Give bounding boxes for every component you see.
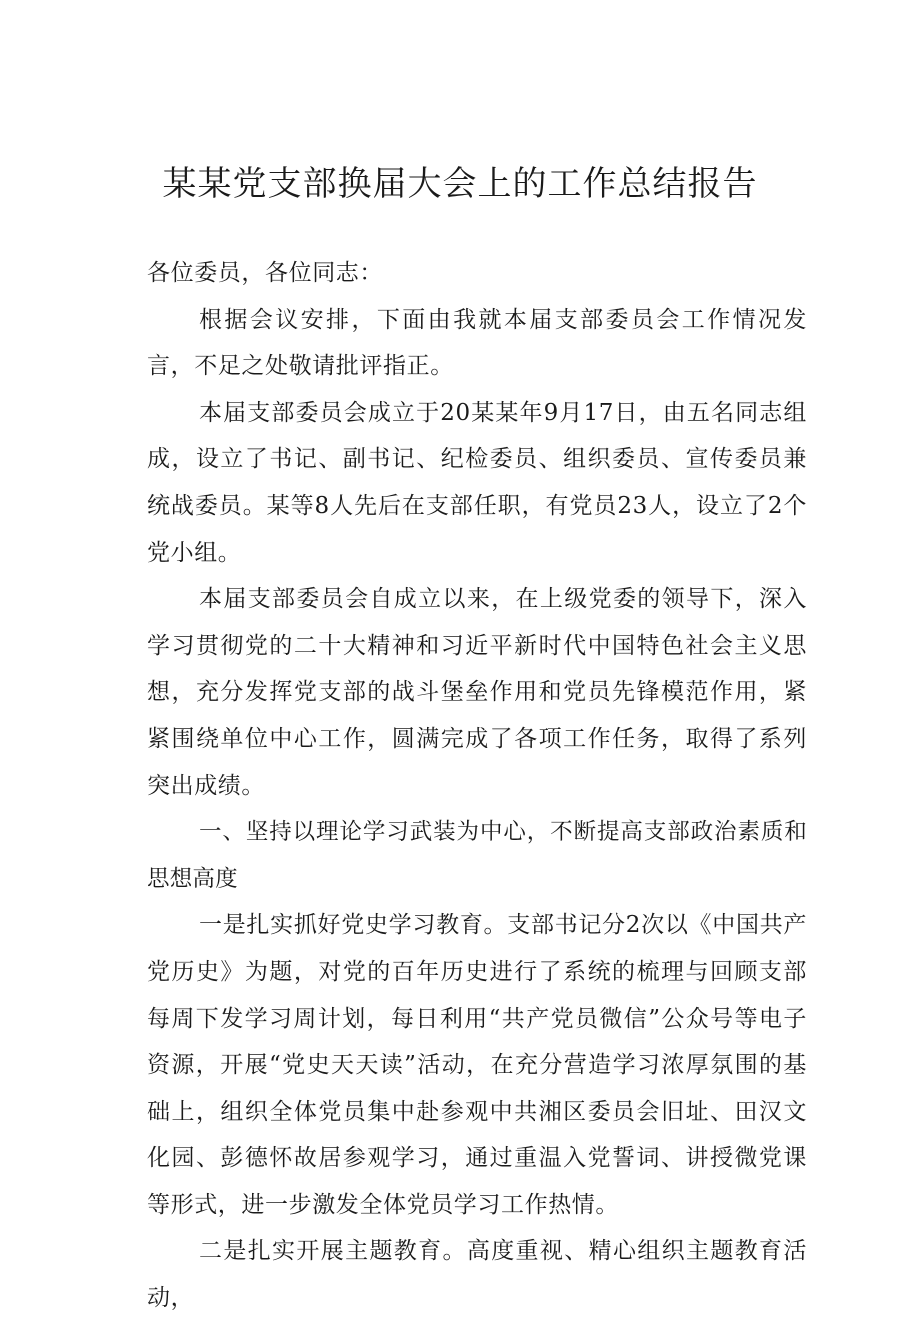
paragraph-opening: 根据会议安排，下面由我就本届支部委员会工作情况发言，不足之处敬请批评指正。 [147, 306, 807, 380]
paragraph-committee: 本届支部委员会成立于20某某年9月17日，由五名同志组成，设立了书记、副书记、纪检委员、组织委员、宣传委员兼统战委员。某等8人先后在支部任职，有党员23人，设立了2个党小组。 [147, 399, 807, 566]
section-heading-1: 一、坚持以理论学习武装为中心，不断提高支部政治素质和思想高度 [147, 819, 807, 892]
paragraph-achievements: 本届支部委员会自成立以来，在上级党委的领导下，深入学习贯彻党的二十大精神和习近平新时代中国特色社会主义思想，充分发挥党支部的战斗堡垒作用和党员先锋模范作用，紧紧围绕单位中心工作，圆满完成了各项工作任务，取得了系列突出成绩。 [147, 586, 807, 799]
paragraph-theme-education: 二是扎实开展主题教育。高度重视、精心组织主题教育活动， [147, 1238, 807, 1312]
document-title: 某某党支部换届大会上的工作总结报告 [162, 164, 758, 204]
document-body [147, 250, 807, 1322]
paragraph-party-history: 一是扎实抓好党史学习教育。支部书记分2次以《中国共产党历史》为题，对党的百年历史进行了系统的梳理与回顾支部每周下发学习周计划，每日利用“共产党员微信”公众号等电子资源，开展“党史天天读”活动，在充分营造学习浓厚氛围的基础上，组织全体党员集中赴参观中共湘区委员会旧址、田汉文化园、彭德怀故居参观学习，通过重温入党誓词、讲授微党课等形式，进一步激发全体党员学习工作热情。 [147, 912, 807, 1218]
salutation: 各位委员，各位同志： [147, 260, 383, 286]
